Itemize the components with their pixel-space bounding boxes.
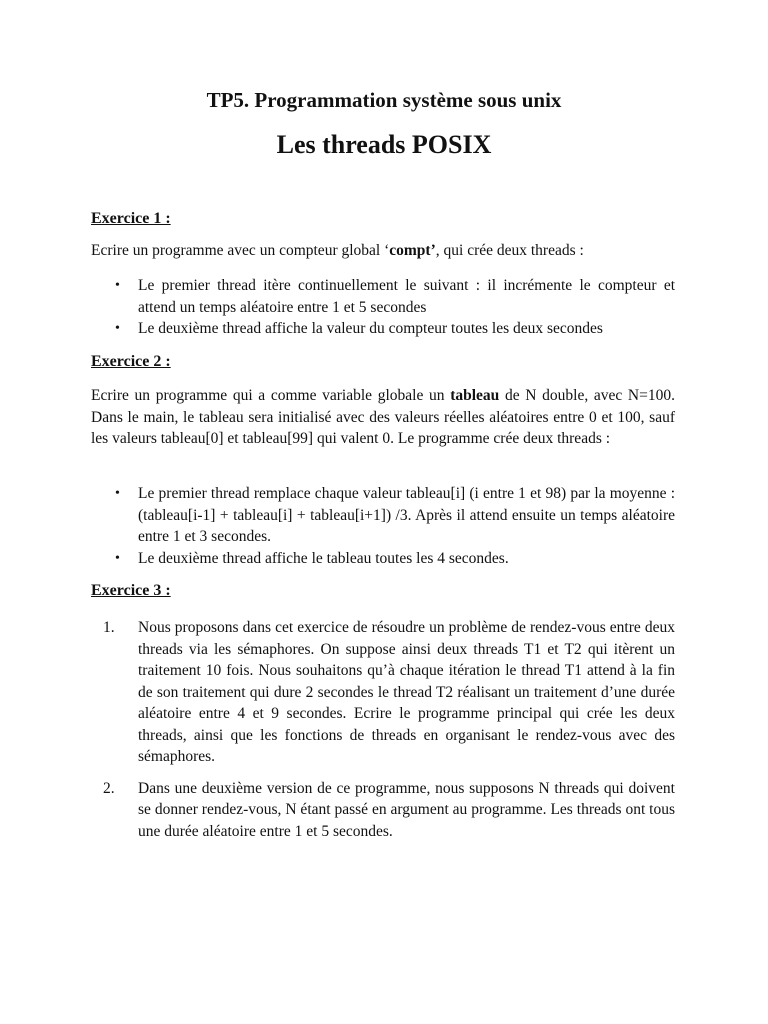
exercise-1-intro-text-b: , qui crée deux threads : — [435, 242, 584, 259]
exercise-1-heading: Exercice 1 : — [91, 210, 171, 227]
item-number: 2. — [103, 779, 115, 797]
exercise-1-intro-text-a: Ecrire un programme avec un compteur global ‘ — [91, 242, 390, 259]
bullet-icon: • — [115, 321, 120, 336]
bullet-icon: • — [115, 486, 120, 501]
numbered-item — [96, 617, 675, 768]
exercise-2-intro-var: tableau — [450, 387, 500, 404]
numbered-item-text: Nous proposons dans cet exercice de résoudre un problème de rendez-vous entre deux threads via les sémaphores. On suppose ainsi deux threads T1 et T2 qui itèrent un traitement 10 fois. Nous souhaitons qu’à chaque itération le thread T1 attend à la fin de son traitement qui dure 2 secondes le thread T2 réalisant un traitement d’une durée aléatoire entre 4 et 9 secondes. Ecrire le programme principal qui crée les deux threads, ainsi que les fonctions de threads en organisant le rendez-vous avec des sémaphores. — [138, 619, 675, 765]
numbered-item — [96, 778, 675, 843]
list-item — [112, 483, 675, 548]
list-item — [112, 548, 675, 570]
exercise-1-intro — [91, 240, 675, 262]
exercise-2-heading: Exercice 2 : — [91, 353, 171, 370]
list-item-text: Le premier thread itère continuellement le suivant : il incrémente le compteur et attend un temps aléatoire entre 1 et 5 secondes — [138, 277, 675, 316]
list-item — [112, 275, 675, 318]
document-subtitle: Les threads POSIX — [276, 130, 492, 159]
bullet-icon: • — [115, 278, 120, 293]
numbered-item-text: Dans une deuxième version de ce programme, nous supposons N threads qui doivent se donner rendez-vous, N étant passé en argument au programme. Les threads ont tous une durée aléatoire entre 1 et 5 secondes. — [138, 779, 675, 840]
exercise-3-heading: Exercice 3 : — [91, 582, 171, 599]
exercise-1-intro-var: compt’ — [389, 242, 436, 259]
list-item — [112, 318, 675, 340]
exercise-1-list — [112, 275, 675, 340]
list-item-text: Le deuxième thread affiche le tableau toutes les 4 secondes. — [138, 549, 509, 567]
bullet-icon: • — [115, 550, 120, 566]
exercise-2-intro-text-b: de N double, avec N=100. Dans le main, le tableau sera initialisé avec des valeurs réelles aléatoires entre 0 et 100, sauf les valeurs tableau[0] et tableau[99] qui valent 0. Le programme crée deux threads : — [91, 387, 675, 447]
exercise-2-intro-text-a: Ecrire un programme qui a comme variable globale un — [91, 387, 451, 404]
document-title: TP5. Programmation système sous unix — [206, 88, 562, 112]
exercise-3-list — [96, 617, 675, 842]
list-item-text: Le deuxième thread affiche la valeur du compteur toutes les deux secondes — [138, 320, 603, 337]
exercise-2-list — [112, 483, 675, 569]
exercise-2-intro — [91, 385, 675, 450]
item-number: 1. — [103, 619, 115, 636]
list-item-text: Le premier thread remplace chaque valeur tableau[i] (i entre 1 et 98) par la moyenne : (tableau[i-1] + tableau[i] + tableau[i+1]) /3. Après il attend ensuite un temps aléatoire entre 1 et 3 secondes. — [138, 485, 675, 545]
